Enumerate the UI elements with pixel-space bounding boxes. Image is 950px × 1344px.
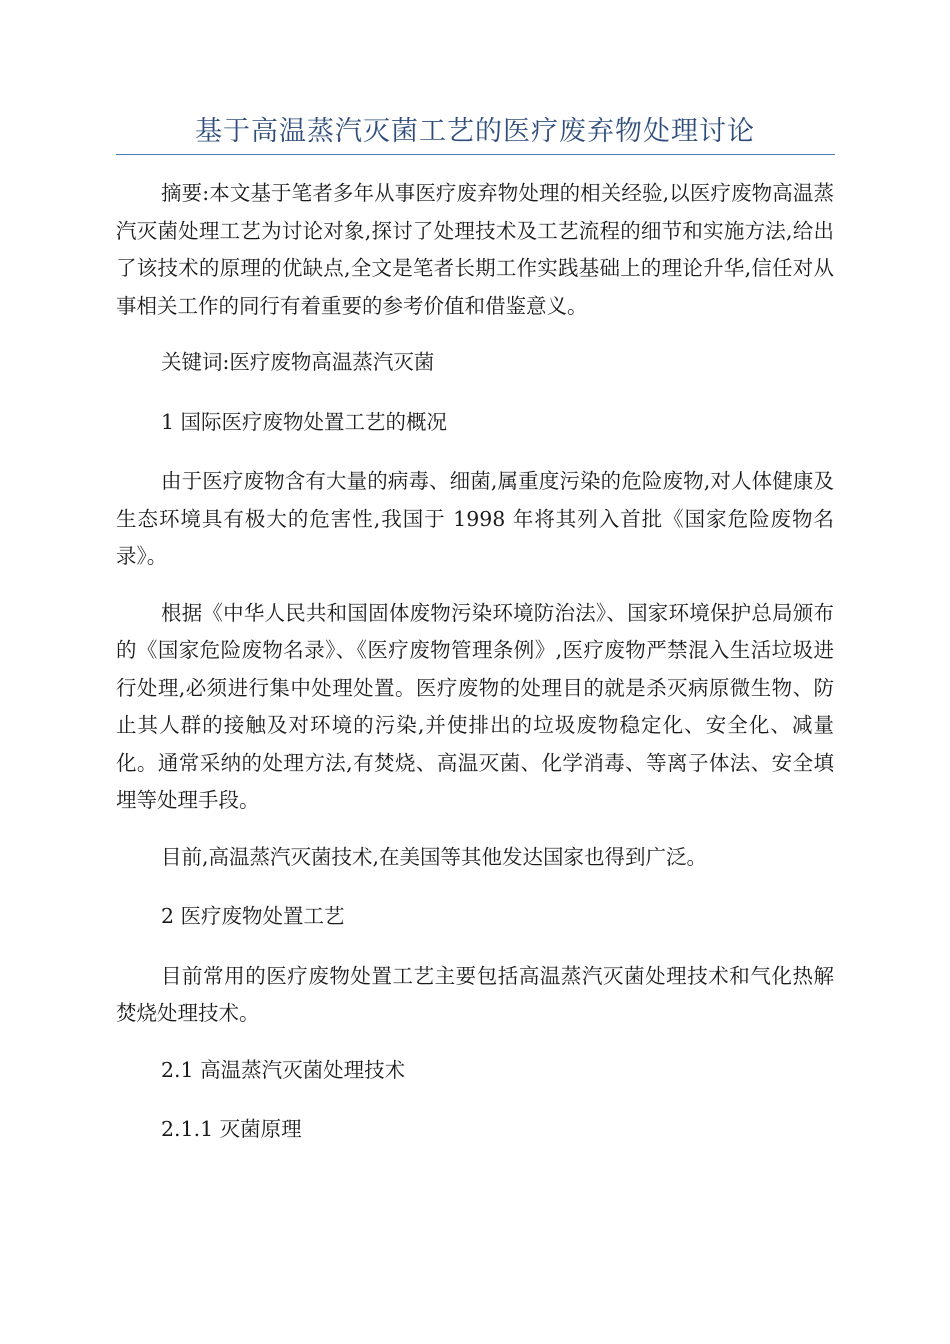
keywords-paragraph: 关键词:医疗废物高温蒸汽灭菌 [161, 350, 435, 374]
body-paragraph: 根据《中华人民共和国固体废物污染环境防治法》、国家环境保护总局颁布的《国家危险废物名录》、《医疗废物管理条例》,医疗废物严禁混入生活垃圾进行处理,必须进行集中处理处置。医疗废物的处理目的就是杀灭病原微生物、防止其人群的接触及对环境的污染,并使排出的垃圾废物稳定化、安全化、减量化。通常采纳的处理方法,有焚烧、高温灭菌、化学消毒、等离子体法、安全填埋等处理手段。 [116, 600, 834, 812]
body-paragraph: 目前,高温蒸汽灭菌技术,在美国等其他发达国家也得到广泛。 [161, 844, 708, 869]
subsection-heading-2-1: 2.1 高温蒸汽灭菌处理技术 [161, 1057, 406, 1082]
body-paragraph: 目前常用的医疗废物处置工艺主要包括高温蒸汽灭菌处理技术和气化热解焚烧处理技术。 [116, 963, 834, 1025]
body-paragraph: 由于医疗废物含有大量的病毒、细菌,属重度污染的危险废物,对人体健康及生态环境具有极大的危害性,我国于 1998 年将其列入首批《国家危险废物名录》。 [116, 469, 834, 568]
abstract-paragraph: 摘要:本文基于笔者多年从事医疗废弃物处理的相关经验,以医疗废物高温蒸汽灭菌处理工艺为讨论对象,探讨了处理技术及工艺流程的细节和实施方法,给出了该技术的原理的优缺点,全文是笔者长期工作实践基础上的理论升华,信任对从事相关工作的同行有着重要的参考价值和借鉴意义。 [116, 181, 834, 318]
document-body [116, 175, 834, 1171]
document-title: 基于高温蒸汽灭菌工艺的医疗废弃物处理讨论 [195, 116, 755, 147]
title-underline [116, 154, 835, 155]
section-heading-1: 1 国际医疗废物处置工艺的概况 [161, 409, 448, 434]
subsection-heading-2-1-1: 2.1.1 灭菌原理 [161, 1117, 302, 1141]
section-heading-2: 2 医疗废物处置工艺 [161, 904, 345, 928]
